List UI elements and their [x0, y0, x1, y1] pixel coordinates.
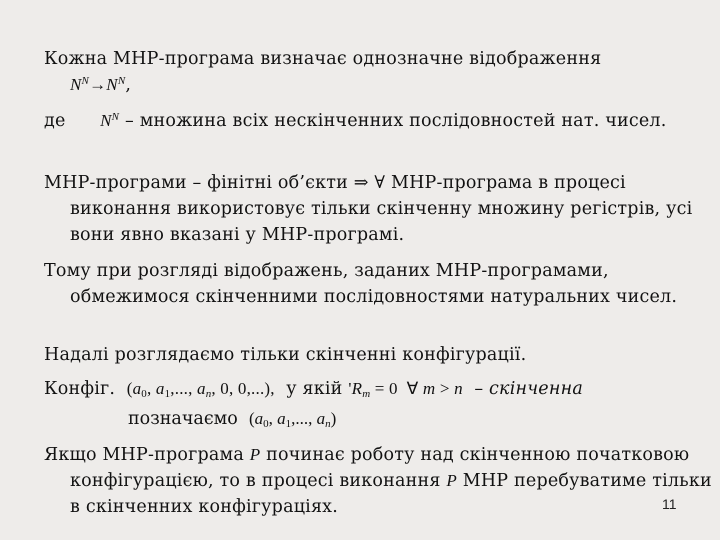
register-condition: '$R_m = 0$ ∀ m > n [348, 379, 463, 400]
paragraph-finite-objects: МНР-програми – фінітні об’єкти ⇒ ∀ МНР-програма в процесі виконання використовує тільки скінченну множину регістрів, усі вони явно вказані у МНР-програмі. [44, 173, 693, 245]
paragraph-mhr-mapping: Кожна МНР-програма визначає однозначне відображення $N^N\to N^N$, [44, 49, 602, 95]
config-tuple: ($a_0$, $a_1$,..., $a_n$, 0, 0,...), [126, 379, 275, 400]
paragraph-notation: позначаємо ($a_0$, $a_1$,..., $a_n$) [128, 409, 337, 430]
paragraph-program-run: Якщо МНР-програма P починає роботу над скінченною початковою конфігурацією, то в процесі виконання P МНР перебуватиме тільки в скінченних конфігураціях. [44, 445, 712, 517]
paragraph-finite-configs: Надалі розглядаємо тільки скінченні конфігурації. [44, 345, 527, 365]
mapping-formula: $N^N\to N^N$ [70, 75, 126, 94]
implies-symbol: ⇒ [353, 173, 369, 193]
short-tuple: ($a_0$, $a_1$,..., $a_n$) [248, 409, 337, 430]
paragraph-text: Кожна МНР-програма визначає однозначне відображення [44, 49, 602, 69]
forall-symbol: ∀ [374, 173, 386, 193]
set-symbol: $N^N$ [100, 111, 120, 130]
paragraph-config-definition: Конфіг. ($a_0$, $a_1$,..., $a_n$, 0, 0,...), у якій '$R_m = 0$ ∀ m > n – скінченна [44, 379, 583, 400]
paragraph-mappings: Тому при розгляді відображень, заданих МНР-програмами, обмежимося скінченними послідовностями натуральних чисел. [44, 261, 678, 307]
page-number: 11 [662, 496, 677, 512]
paragraph-set-definition: де $N^N$ – множина всіх нескінченних послідовностей нат. чисел. [44, 111, 667, 131]
